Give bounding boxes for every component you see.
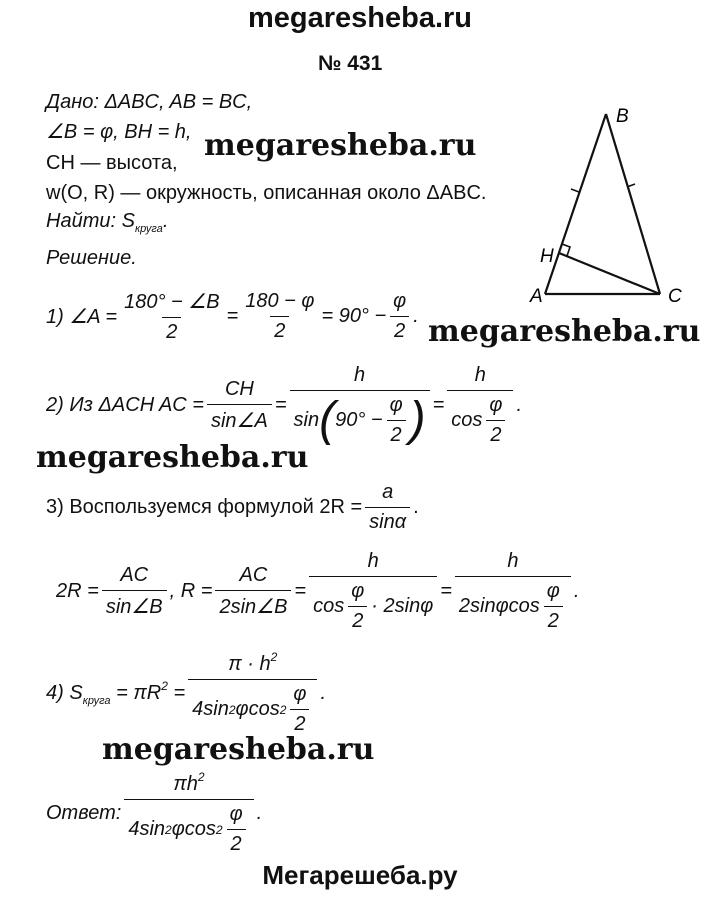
given-line-1: Дано: ΔABC, AB = BC, — [46, 91, 253, 113]
step2-frac-3 — [447, 364, 513, 447]
step-3-formula — [56, 550, 579, 633]
step4-num — [224, 650, 281, 679]
find-line: Найти: $S_{круга}$. — [46, 210, 169, 235]
watermark-4: megaresheba.ru — [102, 732, 375, 767]
answer-end: . — [256, 801, 263, 824]
answer-den — [124, 799, 253, 856]
step2-f2-den-frac — [386, 394, 407, 447]
step3-intro-frac — [365, 481, 410, 534]
step4-prefix-pre: 4) S — [46, 682, 83, 704]
step3-intro-end: . — [413, 496, 419, 518]
step2-f2-den-inner: 90° − — [335, 409, 383, 431]
altitude-ch — [559, 253, 660, 294]
step3-intro-num: a — [382, 481, 394, 503]
watermark-2: megaresheba.ru — [428, 314, 701, 349]
solution-label: Решение. — [46, 247, 137, 269]
step3-b-den: 2sin∠B — [215, 590, 291, 619]
step3-d-den — [455, 576, 571, 633]
step1-f1-num: 180° − ∠B — [124, 291, 220, 313]
step2-frac-1 — [207, 378, 272, 433]
step3-a-den: sin∠B — [102, 590, 167, 619]
step2-eq2: = — [432, 394, 445, 416]
step3-d-num: h — [507, 550, 519, 572]
step3-d-den-pre: 2sinφcos — [458, 595, 540, 617]
label-h: H — [540, 246, 554, 267]
answer-den-fden: 2 — [227, 829, 246, 856]
step1-frac-1 — [120, 289, 223, 344]
step1-f1-den: 2 — [162, 317, 181, 344]
step-1 — [46, 289, 419, 344]
step2-f2-den-frac-num: φ — [389, 394, 403, 416]
step3-end: . — [573, 580, 580, 602]
step4-prefix-sup: 2 — [161, 679, 168, 693]
step4-den-pre: 4sin — [192, 698, 229, 720]
step3-d-den-frac — [543, 580, 564, 633]
step4-den-frac — [289, 683, 310, 736]
answer-den-frac — [226, 803, 247, 856]
step2-f3-den-frac-den: 2 — [486, 420, 505, 447]
step3-c-den-fden: 2 — [348, 606, 367, 633]
answer-num — [169, 770, 208, 799]
triangle-diagram — [520, 100, 690, 310]
step3-a-num: AC — [120, 564, 149, 586]
step3-eq2: = — [440, 580, 452, 602]
find-sub: круга — [134, 223, 163, 235]
step4-prefix-sub: круга — [82, 695, 111, 707]
step1-frac-2 — [241, 290, 318, 343]
step2-f2-den: sin ( 90° − $\frac{\varphi}{2}$ ) — [290, 390, 430, 447]
page-footer: Мегарешеба.ру — [262, 860, 458, 890]
step4-den-mid: φcos — [235, 698, 280, 720]
step3-intro-den: sinα — [365, 507, 410, 534]
answer-label: Ответ: — [46, 801, 122, 824]
label-b: B — [616, 106, 629, 127]
step4-den-sup2: 2 — [279, 702, 287, 717]
step1-eq1: = — [226, 305, 239, 327]
step3-c-den-frac — [347, 580, 368, 633]
step1-f2-num: 180 − φ — [245, 290, 315, 312]
step2-f3-den-frac-num: φ — [489, 394, 503, 416]
given-line-4: w(O, R) — окружность, описанная около ΔABC. — [46, 182, 487, 204]
step3-frac-a — [102, 564, 167, 619]
step2-f3-den — [447, 390, 513, 447]
answer-den-sup1: 2 — [165, 822, 172, 837]
step1-f3-den: 2 — [390, 316, 409, 343]
step-4 — [46, 650, 326, 736]
step1-prefix: 1) ∠A = — [46, 306, 118, 328]
label-c: C — [668, 286, 682, 307]
step4-num-sup: 2 — [270, 650, 278, 664]
step3-c-num: h — [367, 550, 379, 572]
step3-sep: , R = — [169, 580, 213, 602]
step4-num-pre: π · h — [228, 653, 271, 675]
find-label: Найти: S — [46, 210, 135, 232]
answer-num-sup: 2 — [197, 770, 205, 784]
step3-eq1: = — [294, 580, 307, 602]
answer — [46, 770, 262, 856]
problem-number: № 431 — [318, 52, 383, 75]
answer-den-sup2: 2 — [215, 822, 223, 837]
page-header: megaresheba.ru — [247, 2, 473, 34]
step4-den-fden: 2 — [290, 709, 309, 736]
step3-c-den-fnum: φ — [351, 580, 365, 602]
step2-f3-den-cos: cos — [451, 409, 483, 431]
step2-end: . — [516, 394, 523, 416]
step4-prefix-post: = πR — [110, 682, 162, 704]
step3-intro-text: 3) Воспользуемся формулой 2R = — [46, 496, 363, 518]
step3-a-lhs: 2R = — [56, 580, 99, 602]
step4-end: . — [320, 681, 326, 704]
step3-frac-d — [455, 550, 571, 633]
step2-f2-den-sin: sin — [293, 409, 320, 431]
step4-prefix — [46, 679, 185, 707]
step2-f1-num: CH — [224, 378, 254, 400]
answer-num-pre: πh — [173, 773, 198, 795]
watermark-3: megaresheba.ru — [36, 440, 309, 475]
answer-frac — [124, 770, 253, 856]
step4-frac — [188, 650, 317, 736]
step2-f2-den-frac-den: 2 — [387, 420, 406, 447]
answer-den-pre: 4sin — [128, 818, 166, 840]
step4-den-fnum: φ — [293, 683, 307, 705]
step3-c-den-post: · 2sinφ — [371, 595, 434, 617]
step3-frac-c — [309, 550, 437, 633]
step4-prefix-eq: = — [167, 682, 186, 704]
side-bc — [606, 114, 660, 294]
step2-f3-den-frac — [485, 394, 506, 447]
step3-c-den — [309, 576, 437, 633]
step3-b-num: AC — [239, 564, 268, 586]
step3-frac-b — [215, 564, 291, 619]
given-line-3: CH — высота, — [46, 152, 178, 174]
step2-prefix: 2) Из ΔACH AC = — [46, 394, 204, 416]
step2-f2-num: h — [353, 364, 366, 386]
step3-c-den-cos: cos — [313, 595, 345, 617]
step2-f3-num: h — [474, 364, 486, 386]
step1-f3-num: φ — [393, 290, 407, 312]
step1-f2-den: 2 — [270, 316, 289, 343]
step4-den-sup1: 2 — [228, 702, 236, 717]
step1-eq2: = 90° − — [321, 305, 387, 327]
watermark-1: megaresheba.ru — [204, 128, 477, 163]
step2-eq1: = — [274, 394, 287, 416]
answer-den-fnum: φ — [229, 803, 243, 825]
step-3-intro — [46, 481, 419, 534]
step3-d-den-fden: 2 — [544, 606, 563, 633]
step2-f1-den: sin∠A — [207, 404, 272, 433]
step2-frac-2 — [290, 364, 430, 447]
tick-ab — [571, 189, 579, 192]
step1-end: . — [413, 305, 419, 327]
given-line-2: ∠B = φ, BH = h, — [46, 121, 192, 143]
step-2 — [46, 364, 522, 447]
step4-den — [188, 679, 317, 736]
step3-d-den-fnum: φ — [546, 580, 560, 602]
side-ab — [545, 114, 606, 294]
step1-frac-3 — [389, 290, 410, 343]
answer-den-mid: φcos — [171, 818, 216, 840]
label-a: A — [530, 286, 543, 307]
